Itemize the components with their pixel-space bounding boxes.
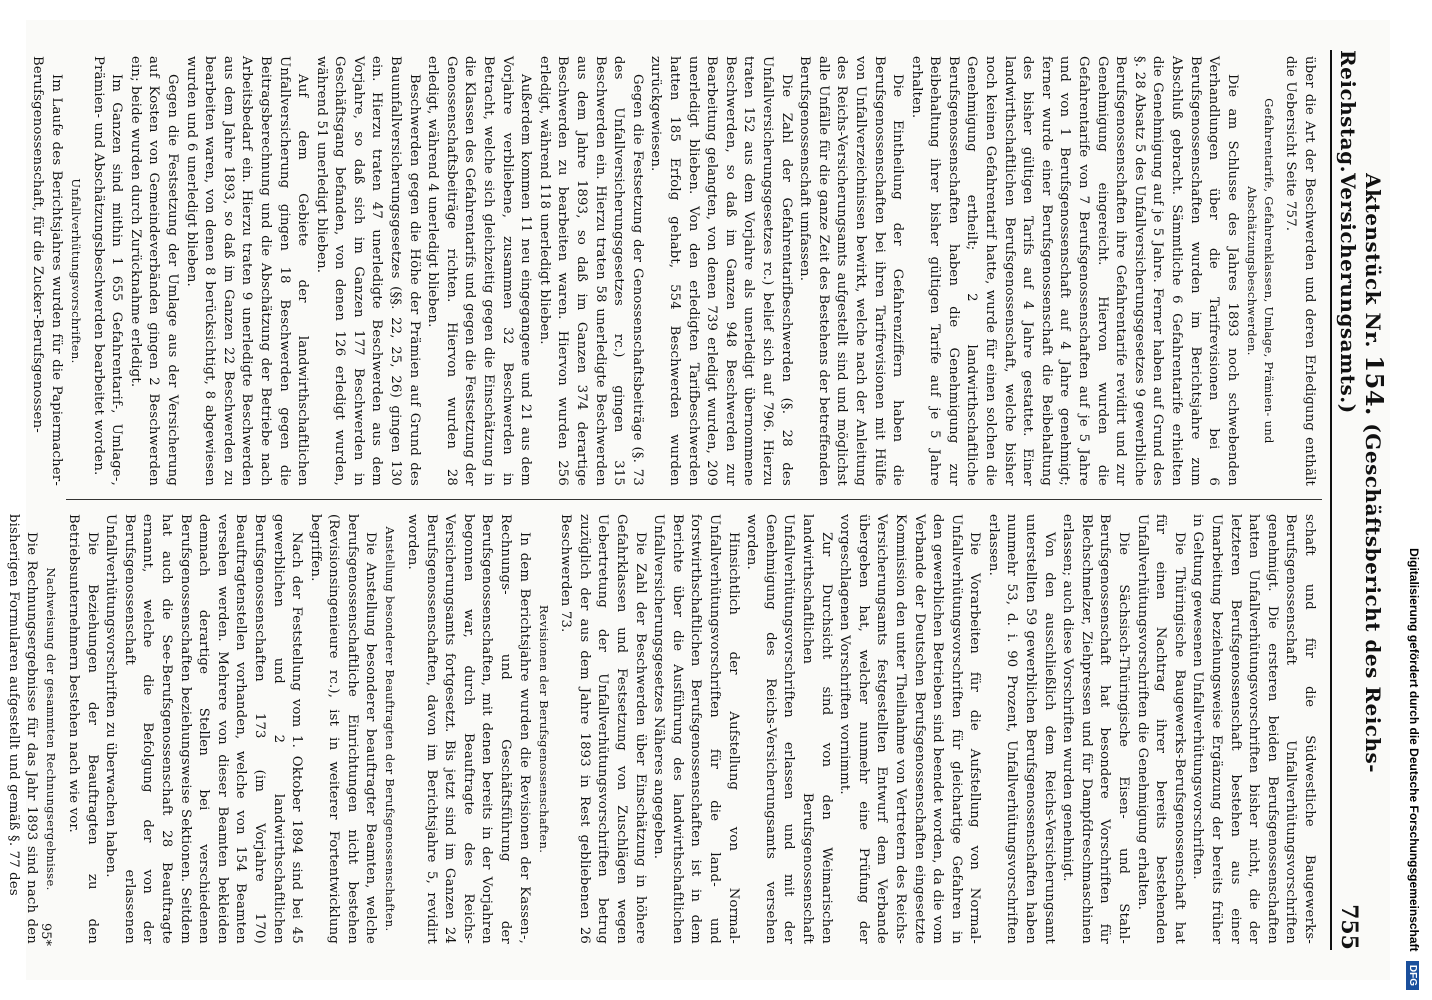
paragraph: Die am Schlusse des Jahres 1893 noch schwebenden Verhandlungen über die Tarifrevisionen bei 6 Berufsgenossenschaften wurden im Berichtsjahre zum Abschluß gebracht. Sämmtliche 6 Gefahrentarife erhielten die Genehmigung auf je 5 Jahre. Ferner haben auf Grund des §. 28 Absatz 5 des Unfallversicherungsgesetzes 9 gewerbliche Berufsgenossenschaften ihre Gefahrentarife revidirt und zur Genehmigung eingereicht. Hiervon wurden die Gefahrentarife von 7 Berufsgenossenschaften auf je 5 Jahre und von 1 Berufsgenossenschaft auf 4 Jahre genehmigt; ferner wurde einer Berufsgenossenschaft die Beibehaltung des bisher gültigen Tarifs auf 4 Jahre gestattet. Einer landwirthschaftlichen Berufsgenossenschaft, welche bisher noch keinen Gefahrentarif hatte, wurde für einen solchen die Genehmigung ertheilt; 2 landwirthschaftliche Berufsgenossenschaften haben die Genehmigung zur Beibehaltung ihrer bisher gültigen Tarife auf je 5 Jahre erhalten. [908,56,1240,486]
digitization-note [1390,0,1432,1000]
paragraph: Die Eintheilung der Gefahrenziffern haben die Berufsgenossenschaften bei ihren Tarifrevisionen mit Hülfe von Unfallverzeichnissen bewirkt, welche nach der Anleitung des Reichs-Versicherungsamts aufgestellt sind und möglichst alle Unfälle für die ganze Zeit des Bestehens der betreffenden Berufsgenossenschaft umfassen. [797,56,906,486]
header-center [1336,173,1389,904]
section-heading: Unfallverhütungsvorschriften. [69,178,83,364]
header-left: Reichstag. [1336,50,1360,174]
dfg-logo: DFG [1406,961,1419,990]
paragraph: Die Thüringische Baugewerks-Berufsgenossenschaft hat für einen Nachtrag ihrer bereits bestehenden Unfallverhütungsvorschriften die Genehmigung erhalten. [1134,514,1187,944]
digitization-text [1401,10,1421,990]
paragraph: Außerdem kommen 11 neu eingegangene und 21 aus dem Vorjahre verbliebene, zusammen 32 Beschwerden in Betracht, welche sich gleichzeitig gegen die Einschätzung in die Klassen des Gefahrentarifs und gegen die Festsetzung der Genossenschaftsbeiträge richten. Hiervon wurden 28 erledigt, während 4 unerledigt blieben. [425,56,534,486]
section-heading: Gefahrentarife, Gefahrenklassen, Umlage, Prämien- und Abschätzungsbeschwerden. [1244,98,1276,444]
paragraph: Von den ausschließlich dem Reichs-Versicherungsamt unterstellten 59 gewerblichen Berufsgenossenschaften haben nunmehr 53, d. i. 90 Prozent, Unfallverhütungsvorschriften erlassen. [985,514,1057,944]
paragraph: Die Beziehungen der Beauftragten zu den Betriebsunternehmern bestehen nach wie vor. [66,514,100,944]
document-page [5,20,1406,980]
left-column [30,56,1318,486]
paragraph: Hinsichtlich der Aufstellung von Normal-Unfallverhütungsvorschriften für die land- und forstwirthschaftlichen Berufsgenossenschaften ist in dem Berichte über die Ausführung des landwirthschaftlichen Unfallversicherungsgesetzes Näheres angegeben. [651,514,741,944]
paragraph: Gegen die Festsetzung der Umlage aus der Versicherung auf Kosten von Gemeindeverbänden gingen 2 Beschwerden ein; beide wurden durch Zurücknahme erledigt. [127,56,180,486]
paragraph: Gegen die Festsetzung der Genossenschaftsbeiträge (§. 73 des Unfallversicherungsgesetzes rc.) gingen 315 Beschwerden ein. Hierzu traten 58 unerledigte Beschwerden aus dem Jahre 1893, so daß im Ganzen 374 derartige Beschwerden zu bearbeiten waren. Hiervon wurden 256 erledigt, während 118 unerledigt blieben. [536,56,645,486]
paragraph: Beschwerden gegen die Höhe der Prämien auf Grund des Bauunfallversicherungsgesetzes (§§. 22, 25, 26) gingen 130 ein. Hierzu traten 47 unerledigte Beschwerden aus dem Vorjahre, so daß sich im Ganzen 177 Beschwerden in Geschäftsgang befanden, von denen 126 erledigt wurden, während 51 unerledigt blieben. [313,56,422,486]
paragraph: Im Laufe des Berichtsjahres wurden für die Papiermacher-Berufsgenossenschaft, für die Zucker-Berufsgenossen- [30,56,64,486]
paragraph: Die Vorarbeiten für die Aufstellung von Normal-Unfallverhütungsvorschriften für gleichartige Gefahren in den gewerblichen Betrieben sind beendet worden, da die vom Verbande der Deutschen Berufsgenossenschaften eingesetzte Kommission den unter Theilnahme von Vertretern des Reichs-Versicherungsamts festgestellten Entwurf dem Verbande übergeben hat, welcher nunmehr eine Prüfung der vorgeschlagenen Vorschriften vornimmt. [837,514,983,944]
paragraph: Die Zahl der Beschwerden über Einschätzung in höhere Gefahrklassen und Festsetzung von Zuschlägen wegen Uebertretung der Unfallverhütungsvorschriften betrug zuzüglich der aus dem Jahre 1893 in Rest gebliebenen 26 Beschwerden 73. [558,514,648,944]
paragraph: schaft und für die Südwestliche Baugewerks-Berufsgenossenschaft Unfallverhütungsvorschriften genehmigt. Die ersteren beiden Berufsgenossenschaften hatten Unfallverhütungsvorschriften bisher nicht, die der letzteren Berufsgenossenschaft bestehen aus einer Umarbeitung beziehungsweise Ergänzung der bereits früher in Geltung gewesenen Unfallverhütungsvorschriften. [1190,514,1317,944]
paragraph: Nach der Feststellung vom 1. Oktober 1894 sind bei 45 gewerblichen und 2 landwirthschaftlichen Berufsgenossenschaften 173 (im Vorjahre 170) Beauftragtenstellen vorhanden, welche von 154 Beamten versehen werden. Mehrere von dieser Beamten bekleiden demnach derartige Stellen bei verschiedenen Berufsgenossenschaften beziehungsweise Sektionen. Seitdem hat auch die See-Berufsgenossenschaft 28 Beauftragte ernannt, welche die Befolgung der von der Berufsgenossenschaft erlassenen Unfallverhütungsvorschriften zu überwachen haben. [103,514,305,944]
header-center-prefix: Aktenstück Nr. [1361,173,1385,348]
paragraph: über die Art der Beschwerden und deren Erledigung enthält die Uebersicht Seite 757. [1283,56,1317,486]
page-header [1330,50,1389,950]
paragraph: Die Zahl der Gefahrentarifbeschwerden (§. 28 des Unfallversicherungsgesetzes rc.) belief sich auf 796. Hierzu traten 152 aus dem Vorjahre als unerledigt übernommene Beschwerden, so daß im Ganzen 948 Beschwerden zur Bearbeitung gelangten, von denen 739 erledigt wurden, 209 unerledigt blieben. Von den erledigten Tarifbeschwerden hatten 185 Erfolg gehabt, 554 Beschwerden wurden zurückgewiesen. [648,56,794,486]
header-title: (Geschäftsbericht des Reichs-Versicherungsamts.) [1336,173,1385,774]
paragraph: Auf dem Gebiete der landwirthschaftlichen Unfallversicherung gingen 18 Beschwerden gegen die Beitragsberechnung und die Abschätzung der Betriebe nach Arbeitsbedarf ein. Hierzu traten 9 unerledigte Beschwerden aus dem Jahre 1893, so daß im Ganzen 22 Beschwerden zu bearbeiten waren, von denen 8 berücksichtigt, 8 abgewiesen wurden und 6 unerledigt blieben. [183,56,311,486]
section-heading: Nachweisung der gesammten Rechnungsergebnisse. [44,567,59,891]
signature-mark: 95* [38,922,53,946]
paragraph: In dem Berichtsjahre wurden die Revisionen der Kassen-, Rechnungs- und Geschäftsführung der Berufsgenossenschaften, mit denen bereits in der Vorjahren begonnen war, durch Beauftragte des Reichs-Versicherungsamts fortgesetzt. Bis jetzt sind im Ganzen 24 Berufsgenossenschaften, davon im Berichtsjahre 5, revidirt worden. [405,514,532,944]
section-heading: Revisionen der Berufsgenossenschaften. [536,604,551,854]
page-number: 755 [1336,904,1362,950]
digitization-label: Digitalisierung gefördert durch die Deutsche Forschungsgemeinschaft [1407,548,1421,952]
paragraph: Im Ganzen sind mithin 1 655 Gefahrentarif-, Umlage-, Prämien- und Abschätzungsbeschwerden bearbeitet worden. [90,56,125,486]
paragraph: Die Rechnungsergebnisse für das Jahr 1893 sind nach den bisherigen Formularen aufgestellt und gemäß §. 77 des [5,514,40,944]
header-number: 154. [1360,355,1389,416]
paragraph: Die Anstellung besonderer beauftragter Beamten, welche berufsgenossenschaftliche Einrichtungen nicht bestehen (Revisionsingenieure rc.), ist in weiterer Fortentwicklung begriffen. [307,514,379,944]
paragraph: Die Sächsisch-Thüringische Eisen- und Stahl-Berufsgenossenschaft hat besondere Vorschriften für Blechschmelzer, Ziehpressen und für Dampfdreschmaschinen erlassen; auch diese Vorschriften wurden genehmigt. [1060,514,1132,944]
paragraph: Zur Durchsicht sind von den Weimarischen landwirthschaftlichen Berufsgenossenschaft Unfallverhütungsvorschriften erlassen und mit der Genehmigung des Reichs-Versicherungsamts versehen worden. [744,514,834,944]
column-divider [66,499,1322,500]
section-heading: Anstellung besonderer Beauftragten der Berufsgenossenschaften. [383,526,398,932]
